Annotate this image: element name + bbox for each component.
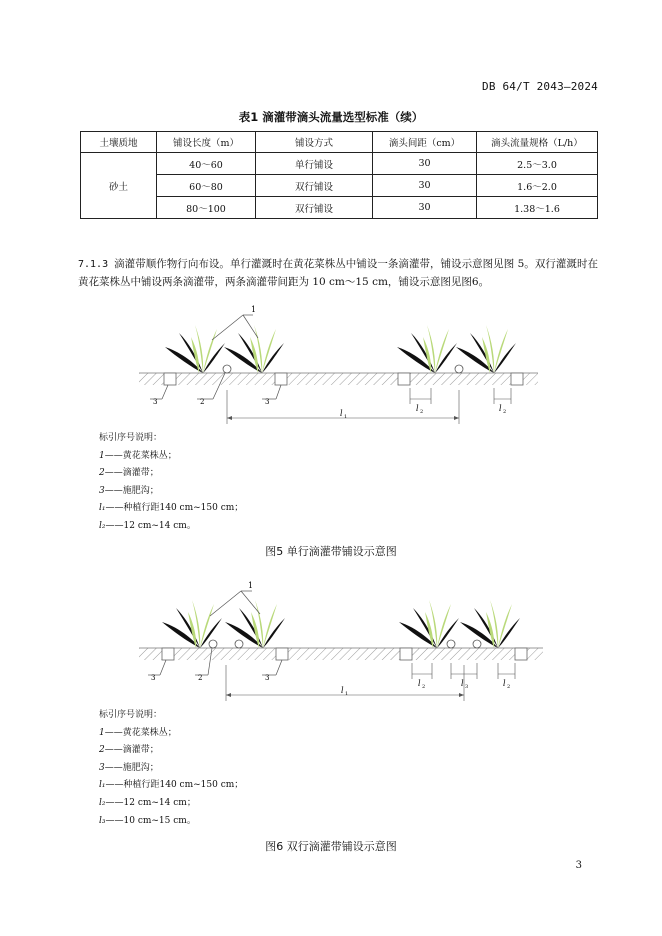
page-number: 3 bbox=[575, 860, 582, 871]
figure6-dim-l2b-sub: 2 bbox=[507, 684, 511, 690]
table-cell: 双行铺设 bbox=[256, 197, 373, 219]
legend-item bbox=[99, 465, 243, 483]
legend-item bbox=[99, 742, 243, 760]
table-cell: 单行铺设 bbox=[256, 153, 373, 175]
spec-table bbox=[80, 131, 598, 219]
table-cell: 双行铺设 bbox=[256, 175, 373, 197]
legend-symbol: l₁ bbox=[99, 780, 106, 791]
figure5-dim-l2a-sub: 2 bbox=[420, 409, 424, 415]
legend-item bbox=[99, 518, 243, 536]
legend-symbol: 3 bbox=[99, 762, 105, 773]
table-cell: 1.38～1.6 bbox=[477, 197, 598, 219]
figure6-callout-3b: 3 bbox=[265, 674, 270, 682]
figure6-dim-l2a: l bbox=[418, 679, 421, 688]
clause-text: 滴灌带顺作物行向布设。单行灌溉时在黄花菜株丛中铺设一条滴灌带，铺设示意图见图 5。双行灌溉时在黄花菜株丛中铺设两条滴灌带，两条滴灌带间距为 10 cm～15 cm，铺设示意图见图6。 bbox=[78, 258, 598, 288]
legend-title: 标引序号说明： bbox=[99, 710, 163, 720]
table-header-row bbox=[81, 132, 598, 153]
figure5-dim-l1: l bbox=[340, 409, 343, 418]
figure6-callout-2: 2 bbox=[198, 674, 203, 682]
legend-symbol: l₃ bbox=[99, 815, 106, 826]
legend-symbol: l₂ bbox=[99, 797, 106, 808]
figure6-dim-l2a-sub: 2 bbox=[422, 684, 426, 690]
figure5-callout-3a: 3 bbox=[153, 398, 158, 406]
legend-symbol: 2 bbox=[99, 468, 105, 479]
legend-title: 标引序号说明： bbox=[99, 433, 163, 443]
soil-cell: 砂土 bbox=[81, 153, 157, 219]
table-cell: 30 bbox=[373, 175, 477, 197]
table-header-cell: 铺设方式 bbox=[256, 132, 373, 153]
legend-text: ——施肥沟； bbox=[104, 485, 159, 496]
table-header-cell: 滴头间距（cm） bbox=[373, 132, 477, 153]
legend-text: ——12 cm~14 cm。 bbox=[105, 520, 196, 531]
figure5-diagram bbox=[0, 300, 662, 430]
table-cell: 2.5～3.0 bbox=[477, 153, 598, 175]
legend-text: ——施肥沟； bbox=[104, 762, 159, 773]
figure5-legend bbox=[99, 430, 243, 536]
figure6-svg bbox=[0, 575, 662, 705]
table-cell: 60～80 bbox=[157, 175, 256, 197]
figure6-dim-l2b: l bbox=[503, 679, 506, 688]
legend-item bbox=[99, 777, 243, 795]
legend-text: ——黄花菜株丛； bbox=[104, 727, 177, 738]
figure6-callout-3a: 3 bbox=[151, 674, 156, 682]
legend-text: ——种植行距140 cm~150 cm； bbox=[105, 503, 244, 514]
legend-symbol: 1 bbox=[99, 727, 105, 738]
legend-text: ——黄花菜株丛； bbox=[104, 450, 177, 461]
figure6-caption: 图6 双行滴灌带铺设示意图 bbox=[265, 840, 397, 853]
legend-item bbox=[99, 448, 243, 466]
figure5-callout-3b: 3 bbox=[265, 398, 270, 406]
legend-text: ——滴灌带； bbox=[104, 745, 159, 756]
table-cell: 1.6～2.0 bbox=[477, 175, 598, 197]
legend-symbol: 1 bbox=[99, 450, 105, 461]
document-id: DB 64/T 2043—2024 bbox=[482, 80, 598, 93]
table-header-cell: 铺设长度（m） bbox=[157, 132, 256, 153]
legend-symbol: 2 bbox=[99, 745, 105, 756]
figure5-callout-2: 2 bbox=[200, 398, 205, 406]
legend-text: ——滴灌带； bbox=[104, 468, 159, 479]
legend-item bbox=[99, 795, 243, 813]
table-row bbox=[81, 153, 598, 175]
legend-symbol: 3 bbox=[99, 485, 105, 496]
table-header-cell: 土壤质地 bbox=[81, 132, 157, 153]
legend-text: ——10 cm~15 cm。 bbox=[105, 815, 196, 826]
figure6-dim-l1: l bbox=[341, 686, 344, 695]
legend-item bbox=[99, 500, 243, 518]
figure6-legend bbox=[99, 707, 243, 830]
figure5-dim-l2b: l bbox=[499, 404, 502, 413]
figure6-dim-l3-sub: 3 bbox=[465, 684, 469, 690]
figure6-dim-l1-sub: 1 bbox=[345, 691, 349, 697]
clause-paragraph bbox=[78, 256, 598, 291]
figure5-dim-l1-sub: 1 bbox=[344, 414, 348, 420]
figure5-svg bbox=[0, 300, 662, 430]
legend-text: ——12 cm~14 cm； bbox=[105, 797, 196, 808]
figure5-dim-l2a: l bbox=[416, 404, 419, 413]
legend-item bbox=[99, 725, 243, 743]
table-header-cell: 滴头流量规格（L/h） bbox=[477, 132, 598, 153]
figure6-callout-1: 1 bbox=[248, 581, 254, 590]
table-cell: 80～100 bbox=[157, 197, 256, 219]
table-title: 表1 滴灌带滴头流量选型标准（续） bbox=[238, 110, 424, 124]
table-cell: 30 bbox=[373, 153, 477, 175]
legend-item bbox=[99, 483, 243, 501]
figure5-dim-l2b-sub: 2 bbox=[503, 409, 507, 415]
figure5-caption: 图5 单行滴灌带铺设示意图 bbox=[265, 545, 397, 558]
table-cell: 40～60 bbox=[157, 153, 256, 175]
legend-text: ——种植行距140 cm~150 cm； bbox=[105, 780, 244, 791]
legend-symbol: l₁ bbox=[99, 503, 106, 514]
legend-item bbox=[99, 813, 243, 831]
table-row bbox=[81, 197, 598, 219]
legend-item bbox=[99, 760, 243, 778]
clause-number: 7.1.3 bbox=[78, 259, 109, 270]
figure6-dim-l3: l bbox=[461, 679, 464, 688]
figure6-diagram bbox=[0, 575, 662, 705]
legend-symbol: l₂ bbox=[99, 520, 106, 531]
table-cell: 30 bbox=[373, 197, 477, 219]
table-row bbox=[81, 175, 598, 197]
figure5-callout-1: 1 bbox=[251, 305, 257, 314]
